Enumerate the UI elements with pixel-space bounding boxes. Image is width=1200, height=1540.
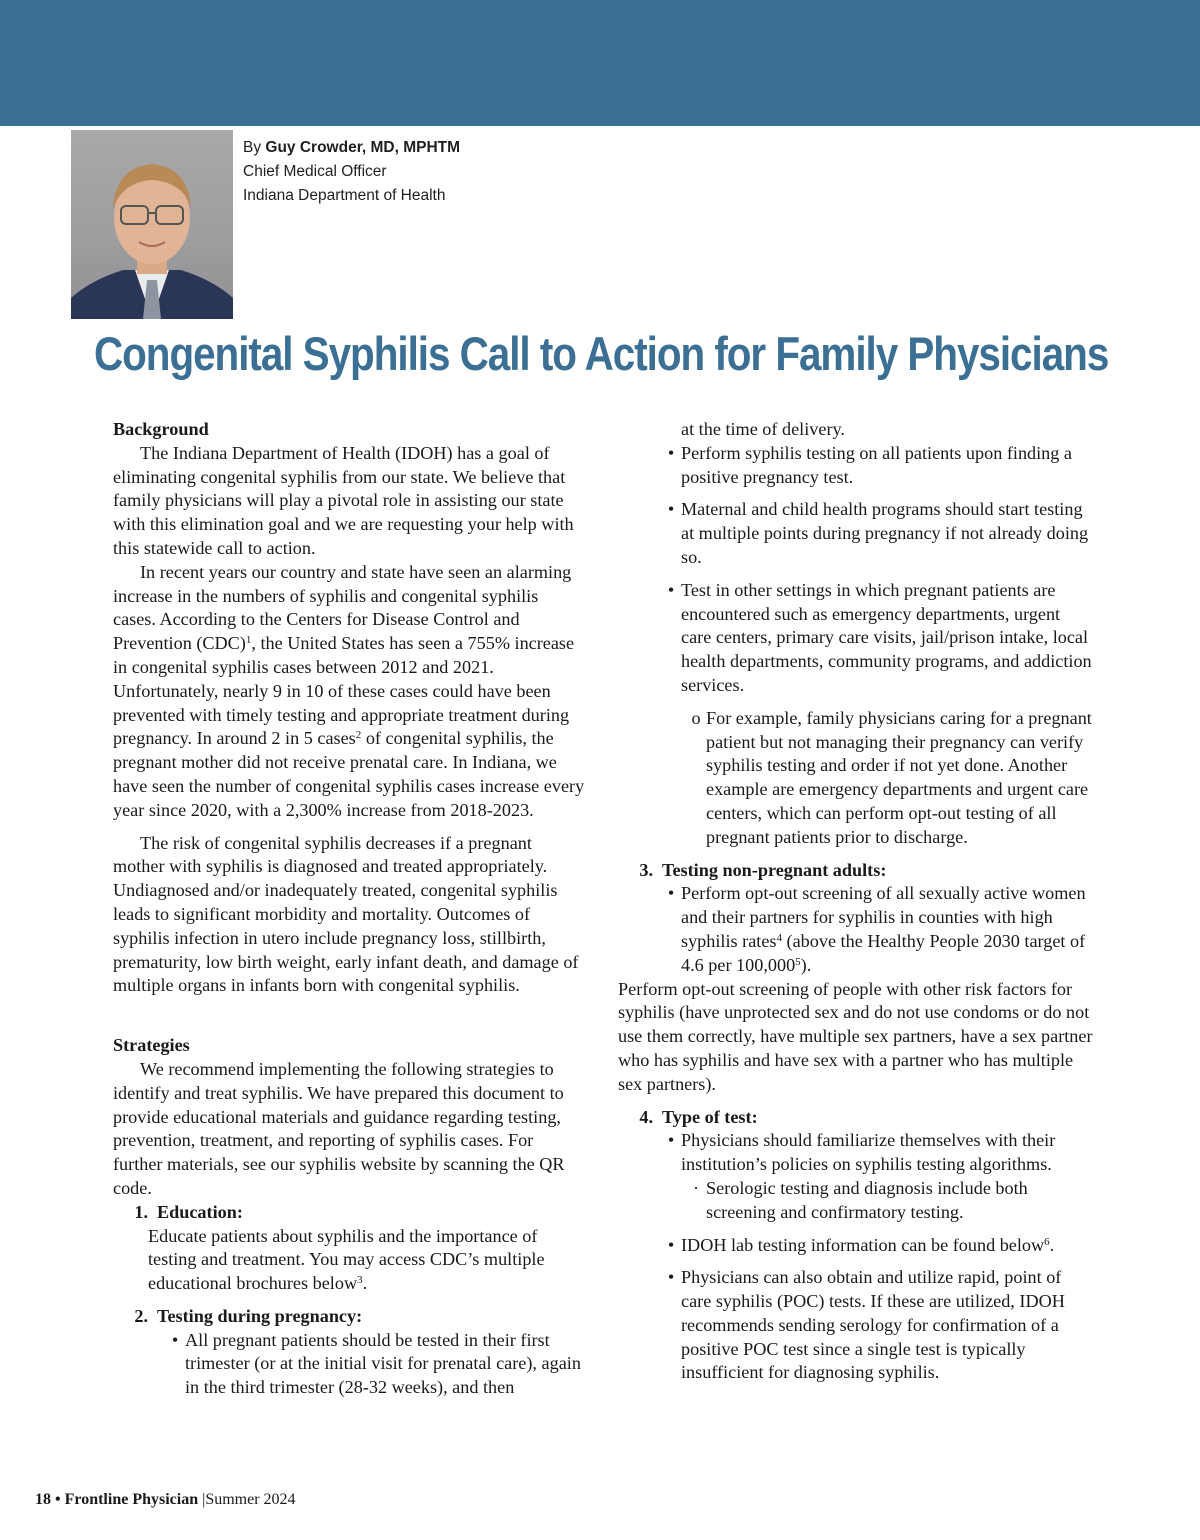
author-photo <box>71 130 233 319</box>
list-item: • Test in other settings in which pregnant patients are encountered such as emergency departments, urgent care centers, primary care visits, jail/prison intake, local health departments, community programs, and addiction services. <box>667 579 1092 695</box>
strategy-1-heading: 1. Education: <box>134 1201 243 1222</box>
publication-name: Frontline Physician <box>64 1491 199 1508</box>
strategy-4-heading: 4. Type of test: <box>639 1106 758 1127</box>
paragraph-1: The Indiana Department of Health (IDOH) has a goal of eliminating congenital syphilis from our state. We believe that family physicians will play a pivotal role in assisting our state with this elimination goal and we are requesting your help with this statewide call to action. <box>113 442 574 558</box>
list-item: • Physicians can also obtain and utilize rapid, point of care syphilis (POC) tests. If these are utilized, IDOH recommends sending serology for confirmation of a positive POC test since a single test is typically insufficient for diagnosing syphilis. <box>667 1267 1065 1383</box>
list-item: • Perform syphilis testing on all patients upon finding a positive pregnancy test. <box>667 442 1072 487</box>
author-portrait-icon <box>71 130 233 319</box>
background-heading: Background <box>113 419 209 439</box>
header-band <box>0 0 1200 126</box>
sub-list-item: · Serologic testing and diagnosis include both screening and confirmatory testing. <box>692 1177 1028 1222</box>
risk-factors-paragraph: Perform opt-out screening of people with other risk factors for syphilis (have unprotected sex and do not use condoms or do not use them correctly, have multiple sex partners, have a sex partner who has syphilis and have sex with a partner who has multiple sex partners). <box>618 978 1093 1094</box>
list-item: • Maternal and child health programs should start testing at multiple points during pregnancy if not already doing so. <box>667 499 1089 567</box>
list-item-continuation: at the time of delivery. <box>681 419 845 439</box>
list-item: • Perform opt-out screening of all sexually active women and their partners for syphilis in counties with high syphilis rates$^4$ (above the Healthy People 2030 target of 4.6 per 100,000$^5$). <box>667 883 1086 975</box>
author-role: Chief Medical Officer <box>243 163 387 180</box>
sub-list-item: o For example, family physicians caring for a pregnant patient but not managing their pregnancy can verify syphilis testing and order if not yet done. Another example are emergency departments and urgent care centers, which can perform opt-out testing of all pregnant patients prior to discharge. <box>691 707 1092 847</box>
list-item: • Physicians should familiarize themselves with their institution’s policies on syphilis testing algorithms. <box>667 1130 1056 1175</box>
list-item: • All pregnant patients should be tested in their first trimester (or at the initial visit for prenatal care), again in the third trimester (28-32 weeks), and then <box>171 1329 581 1398</box>
author-name: Guy Crowder, MD, MPHTM <box>265 139 461 156</box>
article-title: Congenital Syphilis Call to Action for Family Physicians <box>93 327 1109 380</box>
list-item: • IDOH lab testing information can be found below$^6$. <box>667 1234 1055 1255</box>
issue-date: Summer 2024 <box>205 1491 296 1508</box>
footer-separator: | <box>202 1491 206 1508</box>
page-number: 18 <box>35 1491 51 1508</box>
paragraph-2: In recent years our country and state have seen an alarming increase in the numbers of syphilis and congenital syphilis cases. According to the Centers for Disease Control and Prevention (CDC)$^1$, the United States has seen a 755% increase in congenital syphilis cases between 2012 and 2021. Unfortunately, nearly 9 in 10 of these cases could have been prevented with timely testing and appropriate treatment during pregnancy. In around 2 in 5 cases$^2$ of congenital syphilis, the pregnant mother did not receive prenatal care. In Indiana, we have seen the number of congenital syphilis cases increase every year since 2020, with a 2,300% increase from 2018-2023. <box>113 561 585 820</box>
page-footer <box>35 1490 296 1510</box>
strategy-1-text: Educate patients about syphilis and the importance of testing and treatment. You may access CDC’s multiple educational brochures below$^3$. <box>148 1225 545 1294</box>
right-column <box>618 418 1093 1385</box>
strategies-heading: Strategies <box>113 1035 190 1056</box>
strategy-2-heading: 2. Testing during pregnancy: <box>134 1305 363 1326</box>
author-organization: Indiana Department of Health <box>243 187 446 204</box>
strategy-3-heading: 3. Testing non-pregnant adults: <box>639 859 887 880</box>
byline <box>243 136 460 208</box>
paragraph-3: The risk of congenital syphilis decreases if a pregnant mother with syphilis is diagnosed and treated appropriately. Undiagnosed and/or inadequately treated, congenital syphilis leads to significant morbidity and mortality. Outcomes of syphilis infection in utero include pregnancy loss, stillbirth, prematurity, low birth weight, early infant death, and damage of multiple organs in infants born with congenital syphilis. <box>113 832 579 996</box>
byline-prefix: By <box>243 139 262 156</box>
paragraph-4: We recommend implementing the following strategies to identify and treat syphilis. We have prepared this document to provide educational materials and guidance regarding testing, prevention, treatment, and reporting of syphilis cases. For further materials, see our syphilis website by scanning the QR code. <box>113 1058 565 1198</box>
footer-dot: • <box>55 1491 61 1508</box>
left-column <box>113 418 585 1400</box>
